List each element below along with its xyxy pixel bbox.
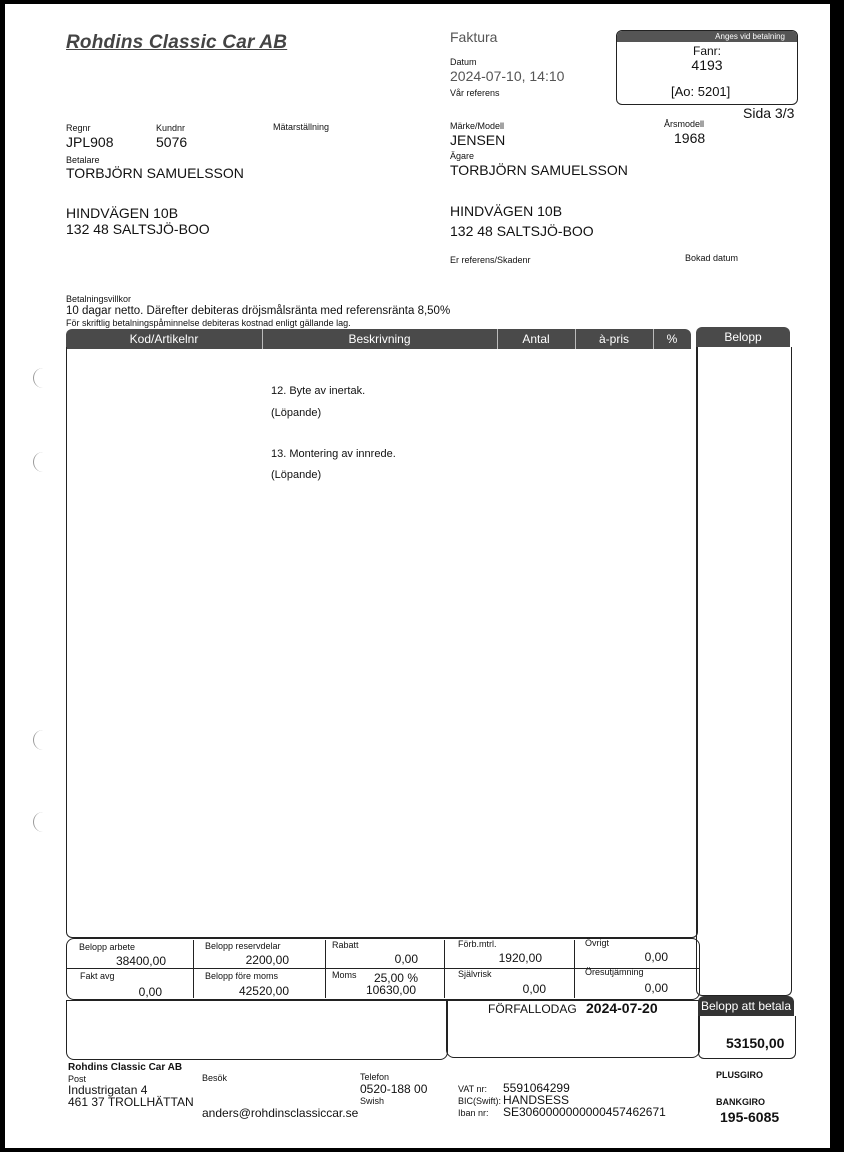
ovrigt-label: Övrigt [585,938,610,948]
payer-city: 132 48 SALTSJÖ-BOO [66,221,210,237]
page-number: Sida 3/3 [743,105,795,121]
line-item-sub: (Löpande) [271,469,322,481]
company-title: Rohdins Classic Car AB [66,32,288,53]
agare-label: Ägare [450,151,475,161]
belopp-column [696,347,792,996]
line-items-box [66,347,698,938]
besok-label: Besök [202,1073,228,1083]
scan-border-left [0,0,5,1152]
post-city: 461 37 TROLLHÄTTAN [68,1095,194,1109]
var-referens-label: Vår referens [450,88,500,98]
marke-value: JENSEN [450,132,506,148]
line-item-text: 13. Montering av innrede. [271,448,396,460]
fakt-avg-value: 0,00 [138,985,162,999]
reference-box-header: Anges vid betalning [617,31,797,42]
post-street: Industrigatan 4 [68,1083,148,1097]
payer-street: HINDVÄGEN 10B [66,205,179,221]
punch-hole [33,452,46,472]
vat-value: 5591064299 [503,1081,570,1095]
belopp-att-betala-label: Belopp att betala [698,996,794,1016]
iban-label: Iban nr: [458,1108,489,1118]
belopp-reservdelar-label: Belopp reservdelar [205,941,281,951]
moms-rate: 25,00 % [373,971,418,985]
matarstallning-label: Mätarställning [273,122,330,132]
col-a-pris: à-pris [598,332,629,346]
line-item-sub: (Löpande) [271,407,322,419]
payer-name: TORBJÖRN SAMUELSSON [66,165,244,181]
forfallodag-value: 2024-07-20 [586,1000,658,1016]
fore-moms-label: Belopp före moms [205,971,279,981]
kundnr-label: Kundnr [156,123,186,133]
ao-value: [Ao: 5201] [671,84,731,99]
col-beskrivning: Beskrivning [348,332,411,346]
ovrigt-value: 0,00 [644,950,668,964]
sjalvrisk-label: Självrisk [458,969,492,979]
oresutjamning-value: 0,00 [644,981,668,995]
bic-label: BIC(Swift): [458,1096,502,1106]
betalningsvillkor-text: 10 dagar netto. Därefter debiteras dröjsmålsränta med referensränta 8,50% [66,305,451,317]
belopp-arbete-label: Belopp arbete [79,942,136,952]
kundnr-value: 5076 [156,134,188,150]
betalningsvillkor-label: Betalningsvillkor [66,294,132,304]
table-header [66,329,691,349]
reminder-text: För skriftlig betalningspåminnelse debiteras kostnad enligt gällande lag. [66,318,351,328]
sjalvrisk-value: 0,00 [522,982,546,996]
moms-label: Moms [332,970,357,980]
post-label: Post [68,1074,87,1084]
scan-border-right [830,0,844,1152]
col-procent: % [666,332,678,346]
telefon-label: Telefon [360,1072,390,1082]
swish-label: Swish [360,1096,385,1106]
forfallodag-label: FÖRFALLODAG [488,1002,577,1016]
document-title: Faktura [450,29,498,45]
col-kod-artikelnr: Kod/Artikelnr [129,332,199,346]
scan-border-top [0,0,844,4]
bokad-datum-label: Bokad datum [685,253,739,263]
moms-value: 10630,00 [365,983,416,997]
belopp-reservdelar-value: 2200,00 [245,953,289,967]
col-antal: Antal [522,332,550,346]
punch-hole [33,368,46,388]
punch-hole [33,812,46,832]
telefon-value: 0520-188 00 [360,1082,428,1096]
forb-mtrl-label: Förb.mtrl. [458,939,497,949]
iban-value: SE3060000000000457462671 [503,1105,666,1119]
scan-border-bottom [0,1148,844,1152]
email-link[interactable]: anders@rohdinsclassiccar.se [202,1106,359,1120]
vat-label: VAT nr: [458,1084,488,1094]
message-box [66,1000,448,1060]
fanr-label: Fanr: [692,44,721,58]
payment-reference-box [616,30,798,105]
regnr-value: JPL908 [66,134,114,150]
rabatt-value: 0,00 [394,952,418,966]
bankgiro-label: BANKGIRO [716,1097,765,1107]
footer-company-name: Rohdins Classic Car AB [68,1062,183,1073]
forb-mtrl-value: 1920,00 [498,951,542,965]
fore-moms-value: 42520,00 [238,984,289,998]
fakt-avg-label: Fakt avg [80,971,115,981]
owner-street: HINDVÄGEN 10B [450,203,563,219]
marke-label: Märke/Modell [450,121,505,131]
punch-hole [33,730,46,750]
belopp-arbete-value: 38400,00 [115,954,166,968]
fanr-value: 4193 [691,57,723,73]
er-referens-label: Er referens/Skadenr [450,255,531,265]
regnr-label: Regnr [66,123,91,133]
owner-name: TORBJÖRN SAMUELSSON [450,162,628,178]
bankgiro-value: 195-6085 [720,1109,780,1125]
datum-label: Datum [450,57,477,67]
arsmodell-label: Årsmodell [664,119,705,129]
rabatt-label: Rabatt [332,940,359,950]
line-item-text: 12. Byte av inertak. [271,385,366,397]
belopp-att-betala-value: 53150,00 [726,1035,785,1051]
plusgiro-label: PLUSGIRO [716,1070,764,1080]
betalare-label: Betalare [66,155,100,165]
col-belopp: Belopp [696,327,790,347]
oresutjamning-label: Öresutjämning [585,967,644,977]
arsmodell-value: 1968 [674,130,706,146]
datum-value: 2024-07-10, 14:10 [450,68,565,84]
bic-value: HANDSESS [503,1093,570,1107]
owner-city: 132 48 SALTSJÖ-BOO [450,223,594,239]
